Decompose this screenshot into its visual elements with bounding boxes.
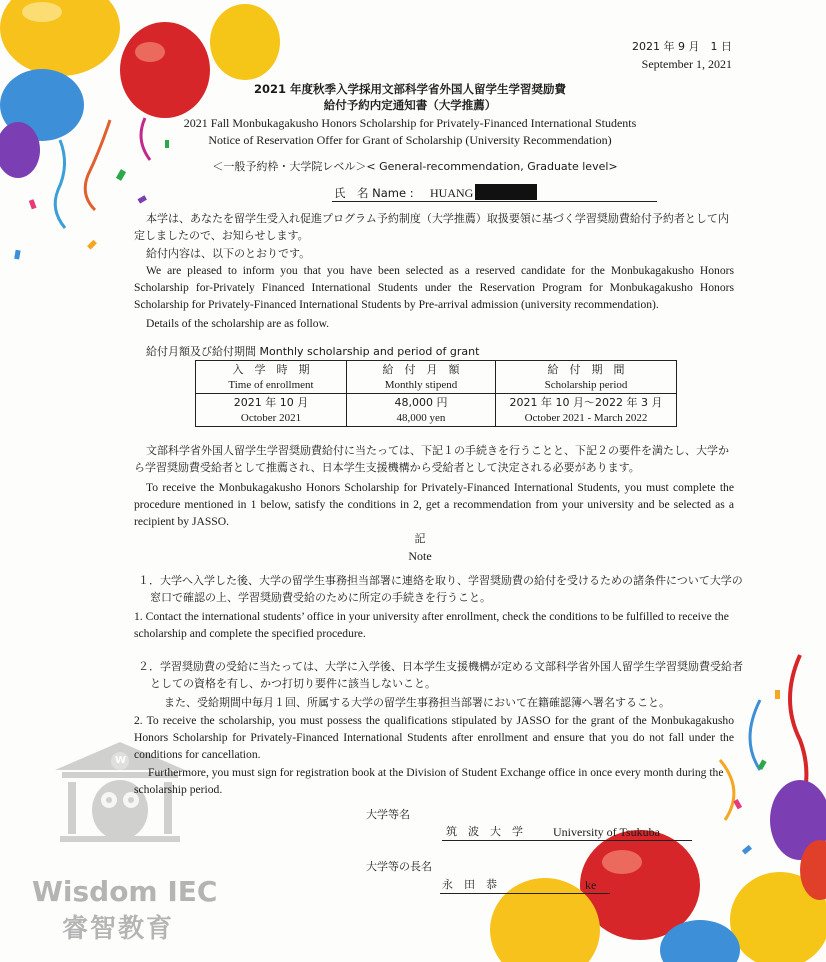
title-en-line1: 2021 Fall Monbukagakusho Honors Scholarship for Privately-Financed International Students bbox=[183, 116, 637, 130]
note-jp: 記 bbox=[414, 532, 426, 545]
president-name-jp: 永 田 恭 bbox=[442, 878, 497, 891]
university-underline bbox=[442, 840, 692, 841]
university-name-en: University of Tsukuba bbox=[553, 825, 660, 839]
watermark-text-en: Wisdom IEC bbox=[32, 875, 218, 908]
item2-en-a: 2. To receive the scholarship, you must possess the qualifications stipulated by JASSO for the grant of the Monbukagakusho Honors Scholarship for Privately-Financed International Students after enrollment and ensure that you do not fall under the conditions for cancellation. bbox=[134, 714, 734, 761]
item2-en-b: Furthermore, you must sign for registration book at the Division of Student Exchange office in once every month during the scholarship period. bbox=[134, 766, 724, 796]
requirements-en: To receive the Monbukagakusho Honors Scholarship for Privately-Financed International Students, you must complete the procedure mentioned in 1 below, satisfy the conditions in 2, get a recommendation from your university and be selected as a recipient by JASSO. bbox=[134, 481, 734, 528]
header-enrollment-en: Time of enrollment bbox=[196, 377, 347, 394]
balloon-yellow-icon bbox=[210, 4, 280, 80]
title-jp-line2: 給付予約内定通知書（大学推薦） bbox=[323, 98, 497, 112]
date-en: September 1, 2021 bbox=[641, 57, 732, 71]
cell-enrollment-en: October 2021 bbox=[196, 410, 347, 427]
recipient-label: 氏 名 Name : bbox=[334, 186, 414, 200]
recipient-underline bbox=[332, 201, 657, 202]
cell-period-en: October 2021 - March 2022 bbox=[496, 410, 677, 427]
recipient-name: HUANG bbox=[430, 186, 474, 200]
president-underline bbox=[440, 893, 610, 894]
university-name-jp: 筑 波 大 学 bbox=[446, 825, 523, 838]
cell-stipend-jp: 48,000 円 bbox=[347, 394, 496, 411]
intro-jp-p2: 給付内容は、以下のとおりです。 bbox=[146, 247, 311, 260]
item1-en: 1. Contact the international students’ office in your university after enrollment, check the conditions to be fulfilled to receive the scholarship and complete the specified procedure. bbox=[134, 610, 729, 640]
cell-stipend-en: 48,000 yen bbox=[347, 410, 496, 427]
watermark-badge: W bbox=[115, 755, 127, 766]
title-en-line2: Notice of Reservation Offer for Grant of Scholarship (University Recommendation) bbox=[208, 133, 612, 147]
header-period-jp: 給 付 期 間 bbox=[496, 361, 677, 378]
note-en: Note bbox=[408, 549, 432, 563]
item1-jp: １．大学へ入学した後、大学の留学生事務担当部署に連絡を取り、学習奨励費の給付を受けるための諸条件について大学の窓口で確認の上、学習奨励費受給のために所定の手続きを行うこと。 bbox=[138, 574, 743, 604]
date-jp: 2021 年 9 月 1 日 bbox=[632, 40, 732, 53]
intro-en-p1: We are pleased to inform you that you have been selected as a reserved candidate for the Monbukagakusho Honors Scholarship for-Privately Financed International Students under the Reservation Program for Monbukagakusho Honors Scholarship for Privately-Financed International Students by Pre-arrival admission (university recommendation). bbox=[134, 264, 734, 311]
redacted-name-block bbox=[475, 184, 537, 200]
item2-jp-a: ２．学習奨励費の受給に当たっては、大学に入学後、日本学生支援機構が定める文部科学省外国人留学生学習奨励費受給者としての資格を有し、かつ打切り要件に該当しないこと。 bbox=[138, 660, 743, 690]
intro-jp-p1: 本学は、あなたを留学生受入れ促進プログラム予約制度（大学推薦）取扱要領に基づく学習奨励費給付予約者として内定しましたので、お知らせします。 bbox=[134, 212, 729, 242]
header-period-en: Scholarship period bbox=[496, 377, 677, 394]
cell-period-jp: 2021 年 10 月～2022 年 3 月 bbox=[496, 394, 677, 411]
watermark-text-cn: 睿智教育 bbox=[62, 914, 175, 944]
header-stipend-en: Monthly stipend bbox=[347, 377, 496, 394]
title-jp-line1: 2021 年度秋季入学採用文部科学省外国人留学生学習奨励費 bbox=[253, 82, 566, 96]
grant-table-caption: 給付月額及び給付期間 Monthly scholarship and period of grant bbox=[146, 345, 480, 358]
requirements-jp: 文部科学省外国人留学生学習奨励費給付に当たっては、下記１の手続きを行うことと、下記２の要件を満たし、大学から学習奨励費受給者として推薦され、日本学生支援機構から受給者として決定される必要があります。 bbox=[134, 444, 729, 474]
president-name-en-partial: ke bbox=[585, 878, 597, 892]
grant-table bbox=[195, 360, 677, 427]
university-label: 大学等名 bbox=[366, 808, 410, 821]
header-stipend-jp: 給 付 月 額 bbox=[347, 361, 496, 378]
cell-enrollment-jp: 2021 年 10 月 bbox=[196, 394, 347, 411]
intro-en-p2: Details of the scholarship are as follow. bbox=[146, 317, 330, 330]
header-enrollment-jp: 入 学 時 期 bbox=[196, 361, 347, 378]
item2-jp-b: また、受給期間中毎月１回、所属する大学の留学生事務担当部署において在籍確認簿へ署名すること。 bbox=[164, 696, 670, 709]
category-label: ＜一般予約枠・大学院レベル＞< General-recommendation, Graduate level> bbox=[212, 160, 618, 173]
president-label: 大学等の長名 bbox=[366, 860, 432, 873]
